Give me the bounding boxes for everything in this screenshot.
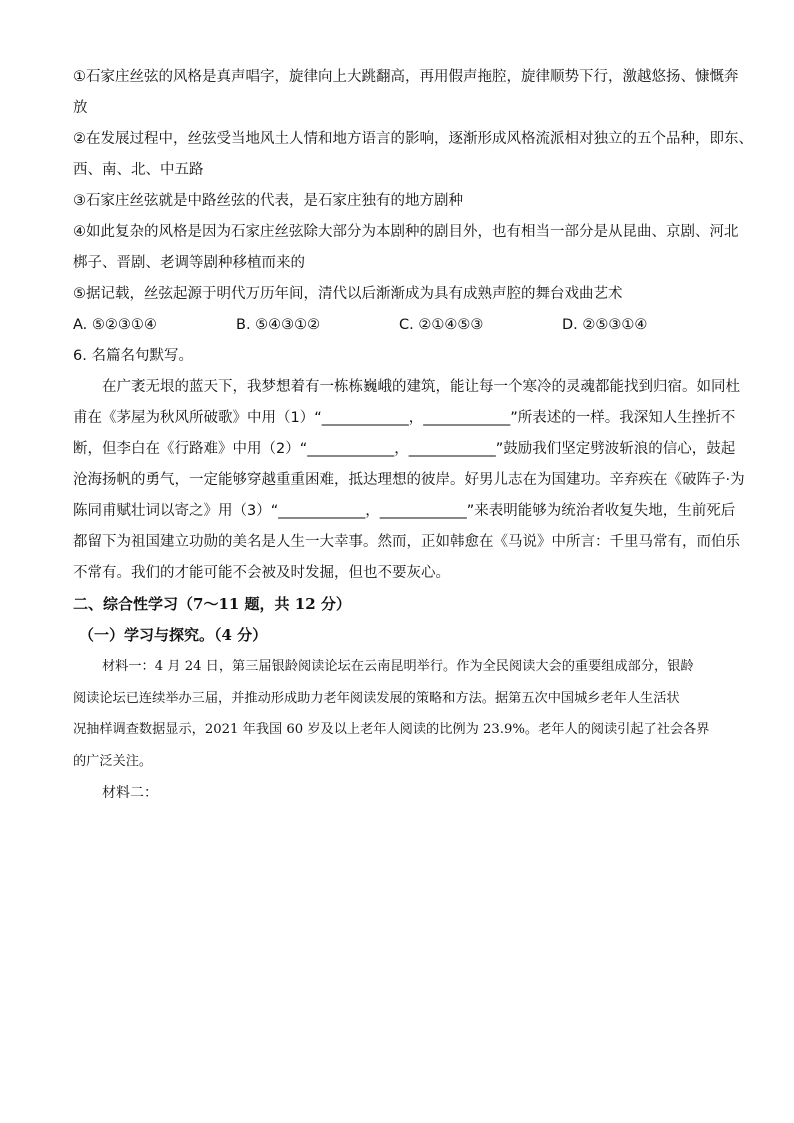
- question-6-passage: [73, 372, 745, 589]
- statement-list: [73, 62, 753, 310]
- material-2-label: 材料二：: [102, 785, 158, 801]
- material-1-line-1: 材料一：4 月 24 日，第三届银龄阅读论坛在云南昆明举行。作为全民阅读大会的重要组成部分，银龄: [102, 659, 694, 674]
- statement-1-line-1: ①石家庄丝弦的风格是真声唱字，旋律向上大跳翻高，再用假声拖腔，旋律顺势下行，激越悠扬、慷慨奔: [73, 69, 739, 85]
- question-6-title: 6. 名篇名句默写。: [73, 348, 193, 364]
- passage-line-3: 断，但李白在《行路难》中用（2）“____________，____________”鼓励我们坚定劈波斩浪的信心，鼓起: [73, 441, 736, 457]
- statement-3: ③石家庄丝弦就是中路丝弦的代表，是石家庄独有的地方剧种: [73, 193, 463, 209]
- exam-page: [73, 62, 753, 809]
- option-b: B. ⑤④③①②: [236, 317, 321, 333]
- option-a: A. ⑤②③①④: [73, 317, 157, 333]
- answer-options: [73, 310, 733, 341]
- passage-line-4: 沧海扬帆的勇气，一定能够穿越重重困难，抵达理想的彼岸。好男儿志在为国建功。辛弃疾在《破阵子·为: [73, 472, 745, 488]
- subsection-1-title: （一）学习与探究。（4 分）: [79, 626, 268, 644]
- statement-4-line-1: ④如此复杂的风格是因为石家庄丝弦除大部分为本剧种的剧目外，也有相当一部分是从昆曲、京剧、河北: [73, 224, 739, 240]
- material-1-line-2: 阅读论坛已连续举办三届，并推动形成助力老年阅读发展的策略和方法。据第五次中国城乡老年人生活状: [73, 690, 680, 706]
- passage-line-1: 在广袤无垠的蓝天下，我梦想着有一栋栋巍峨的建筑，能让每一个寒冷的灵魂都能找到归宿。如同杜: [102, 379, 740, 395]
- material-1: [73, 651, 733, 777]
- statement-5: ⑤据记载，丝弦起源于明代万历年间，清代以后渐渐成为具有成熟声腔的舞台戏曲艺术: [73, 286, 623, 302]
- section-2-title: 二、综合性学习（7～11 题，共 12 分）: [73, 595, 351, 613]
- statement-4-line-2: 梆子、晋剧、老调等剧种移植而来的: [73, 255, 305, 271]
- passage-line-2: 甫在《茅屋为秋风所破歌》中用（1）“____________，____________”所表述的一样。我深知人生挫折不: [73, 410, 736, 426]
- material-1-line-4: 的广泛关注。: [73, 753, 153, 769]
- statement-2-line-1: ②在发展过程中，丝弦受当地风土人情和地方语言的影响，逐渐形成风格流派相对独立的五个品种，即东、: [73, 131, 753, 147]
- statement-2-line-2: 西、南、北、中五路: [73, 162, 204, 178]
- passage-line-7: 不常有。我们的才能可能不会被及时发掘，但也不要灰心。: [73, 565, 450, 581]
- passage-line-6: 都留下为祖国建立功勋的美名是人生一大幸事。然而，正如韩愈在《马说》中所言：千里马常有，而伯乐: [73, 534, 740, 550]
- statement-1-line-2: 放: [73, 100, 88, 116]
- option-c: C. ②①④⑤③: [399, 317, 484, 333]
- passage-line-5: 陈同甫赋壮词以寄之》用（3）“____________，____________”来表明能够为统治者收复失地，生前死后: [73, 503, 736, 519]
- option-d: D. ②⑤③①④: [562, 317, 648, 333]
- material-1-line-3: 况抽样调查数据显示，2021 年我国 60 岁及以上老年人阅读的比例为 23.9%。老年人的阅读引起了社会各界: [73, 722, 710, 737]
